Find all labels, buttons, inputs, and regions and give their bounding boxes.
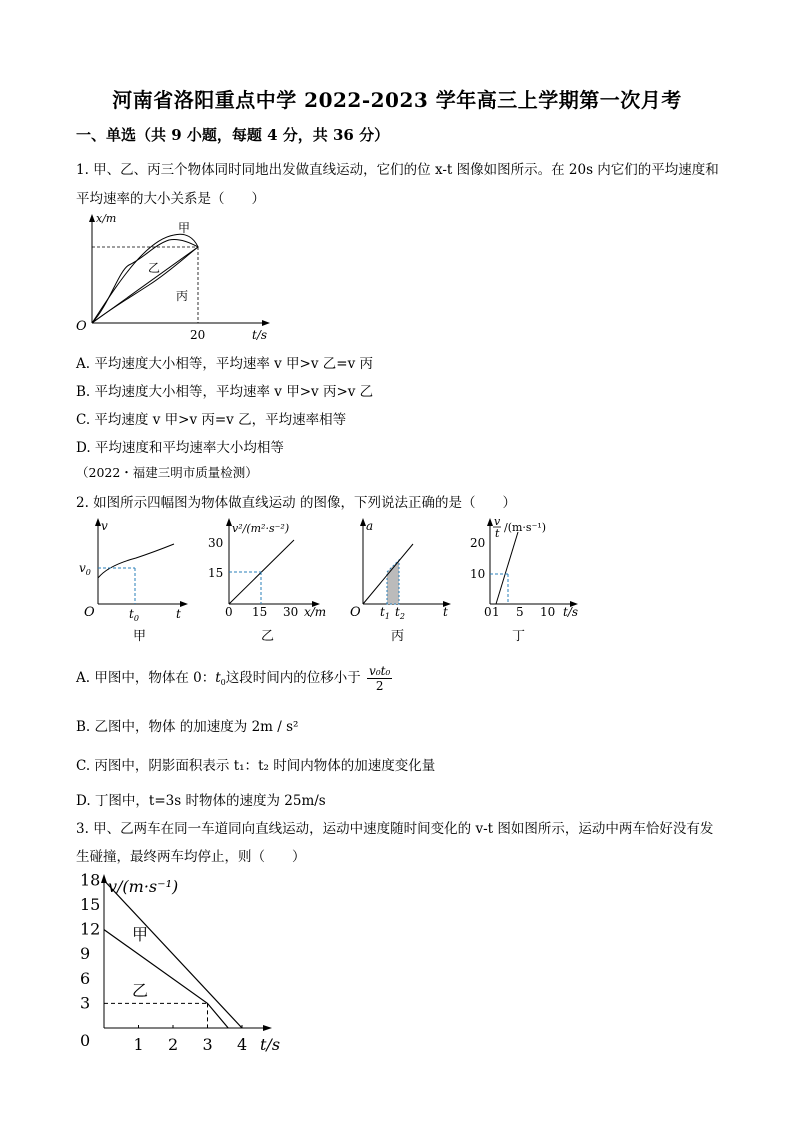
q3-x-axis-label: t/s — [260, 1035, 281, 1054]
q2-option-c-suffix: t₂ 时间内物体的加速度变化量 — [258, 758, 436, 774]
q1-x-tick-20: 20 — [190, 328, 206, 342]
q2f2-x30: 30 — [283, 605, 299, 619]
q1-origin-label: O — [76, 319, 87, 334]
q2f2-y15: 15 — [208, 566, 224, 580]
q2f4-x-label: t/s — [563, 605, 579, 619]
q2-figure-ding — [466, 514, 591, 646]
q2f4-y20: 20 — [470, 536, 486, 550]
q2-figure-yi — [204, 516, 339, 646]
q2-option-a-middle: 这段时间内的位移小于 — [225, 670, 361, 686]
q1-curve-jia — [92, 234, 198, 323]
q1-option-b[interactable]: B. 平均速度大小相等，平均速率 v 甲>v 丙>v 乙 — [76, 384, 374, 400]
q2f3-caption: 丙 — [391, 629, 405, 644]
q3-y-tick: 12 — [80, 919, 101, 939]
q2f2-x0: 0 — [225, 605, 233, 619]
q2f1-x-label: t — [176, 607, 181, 621]
section-heading: 一、单选（共 9 小题，每题 4 分，共 36 分） — [76, 126, 390, 144]
q2f2-x15: 15 — [252, 605, 268, 619]
q2-figure-jia — [76, 516, 198, 646]
q2f4-x5: 5 — [516, 605, 524, 619]
q2-stem-line1: 2. 如图所示四幅图为物体做直线运动 的图像，下列说法正确的是（ ） — [76, 495, 516, 511]
q3-stem-line1: 3. 甲、乙两车在同一车道同向直线运动，运动中速度随时间变化的 v-t 图如图所示，运动中两车恰好没有发 — [76, 821, 714, 837]
q1-label-jia: 甲 — [178, 221, 191, 235]
q2f1-t0-label: t — [129, 607, 134, 621]
q3-stem-line2: 生碰撞，最终两车均停止，则（ ） — [76, 849, 306, 865]
q1-option-c[interactable]: C. 平均速度 v 甲>v 丙=v 乙，平均速率相等 — [76, 412, 347, 428]
q3-series-line — [104, 930, 228, 1028]
q2f3-t1-label: t — [380, 605, 385, 619]
q2-figure-bing — [349, 516, 459, 646]
q1-option-a[interactable]: A. 平均速度大小相等，平均速率 v 甲>v 乙=v 丙 — [76, 356, 373, 372]
q1-stem-line2: 平均速率的大小关系是（ ） — [76, 191, 265, 207]
q2f2-x-label: x/m — [304, 605, 327, 619]
q3-x-tick: 2 — [168, 1035, 179, 1054]
q2-option-d[interactable]: D. 丁图中，t=3s 时物体的速度为 25m/s — [76, 793, 326, 809]
q1-option-d[interactable]: D. 平均速度和平均速率大小均相等 — [76, 440, 284, 456]
q2-source-note: （2022・福建三明市质量检测） — [76, 465, 258, 480]
q3-label-yi: 乙 — [132, 981, 149, 1000]
q2f1-origin: O — [84, 605, 95, 620]
q3-x-tick: 3 — [202, 1035, 213, 1054]
svg-text:v0: $v_0$ — [79, 561, 91, 577]
q2f3-shaded-area — [387, 560, 399, 604]
q2f3-origin: O — [350, 605, 361, 620]
q2f4-x0: 0 — [484, 605, 492, 619]
q2f4-x10: 10 — [540, 605, 556, 619]
q3-y-tick: 18 — [80, 870, 101, 890]
q2-option-a-prefix: A. 甲图中，物体在 0： — [76, 670, 216, 686]
q2f2-y30: 30 — [208, 536, 224, 550]
q2f4-y10: 10 — [470, 567, 486, 581]
q3-vt-chart — [76, 870, 296, 1060]
q2f2-caption: 乙 — [261, 629, 275, 644]
q2f3-y-label: a — [366, 519, 374, 533]
q2-option-c-prefix: C. 丙图中，阴影面积表示 t₁： — [76, 758, 259, 774]
q2f1-v0-label: v — [79, 561, 86, 575]
q3-y-tick: 15 — [80, 895, 101, 914]
q2f3-x-label: t — [443, 605, 448, 619]
q1-y-axis-label: x/m — [96, 212, 117, 225]
q2f4-caption: 丁 — [512, 629, 526, 644]
q2f4-y-num: v — [494, 515, 501, 528]
page-title: 河南省洛阳重点中学 2022-2023 学年高三上学期第一次月考 — [112, 88, 682, 112]
q3-y-tick: 9 — [80, 944, 91, 964]
q3-y-axis-label: v/(m·s⁻¹) — [108, 877, 179, 896]
svg-text:t0: $t_0$ — [129, 607, 139, 623]
q2f3-t2-label: t — [395, 605, 400, 619]
q2-option-b[interactable]: B. 乙图中，物体 的加速度为 2m / s² — [76, 719, 299, 735]
q1-label-yi: 乙 — [148, 261, 161, 275]
q3-x-tick: 4 — [237, 1035, 248, 1054]
q1-stem-line1: 1. 甲、乙、丙三个物体同时同地出发做直线运动，它们的位 x-t 图像如图所示。在 20s 内它们的平均速度和 — [76, 162, 719, 178]
q1-xt-figure — [74, 210, 284, 345]
q2-option-a-fraction: $\frac{\text{v₀t₀}}{2}$ — [369, 664, 391, 693]
q2f4-y-den: t — [495, 527, 500, 540]
q1-x-axis-label: t/s — [252, 328, 268, 342]
q2-option-a[interactable]: A. 甲图中，物体在 0：$t_0$这段时间内的位移小于 $\frac{\text{v₀t₀}}{2}$ — [76, 664, 391, 693]
q2f2-y-label: v²/(m²·s⁻²) — [232, 522, 290, 535]
q3-y-tick: 0 — [80, 1031, 91, 1050]
q2f1-caption: 甲 — [133, 629, 147, 644]
svg-text:t1: $t_1$ — [380, 605, 390, 621]
q3-y-tick: 6 — [80, 968, 91, 988]
q2f4-x1: 1 — [492, 605, 500, 619]
svg-text:t2: $t_2$ — [395, 605, 405, 621]
q3-y-tick: 3 — [80, 993, 91, 1013]
q2-option-c[interactable] — [76, 754, 435, 774]
q3-label-jia: 甲 — [132, 925, 149, 944]
q2f4-y-unit: /(m·s⁻¹) — [504, 521, 547, 534]
q1-label-bing: 丙 — [176, 289, 189, 303]
q3-series-line — [104, 880, 242, 1028]
q2f1-y-label: v — [101, 519, 108, 533]
q3-x-tick: 1 — [133, 1035, 144, 1054]
